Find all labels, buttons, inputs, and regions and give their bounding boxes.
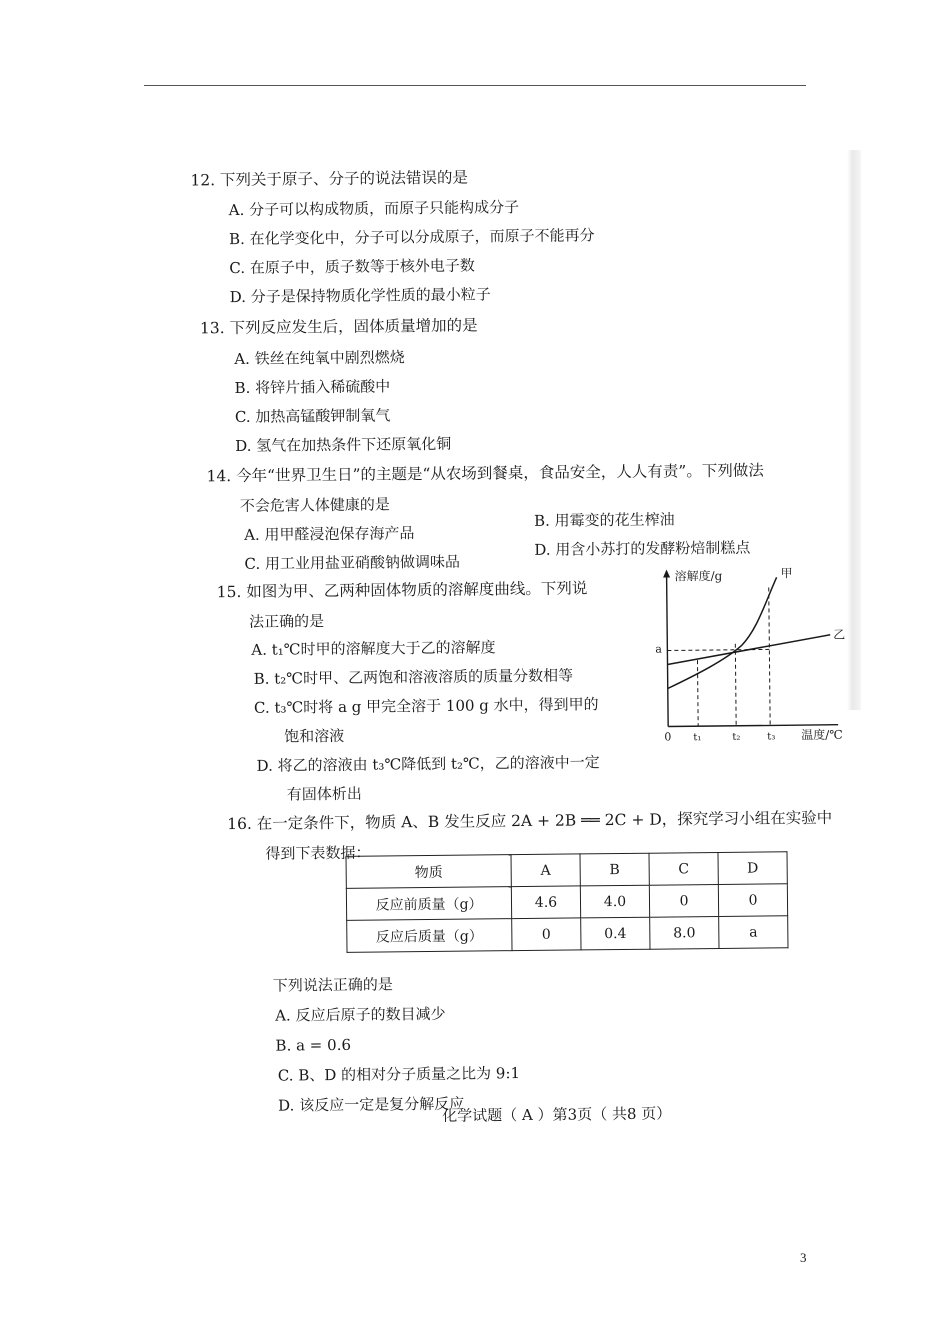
q13-option-b: B. 将锌片插入稀硫酸中 (234, 377, 391, 398)
curve-yi-label: 乙 (833, 627, 846, 642)
q16-option-d: D. 该反应一定是复分解反应 (278, 1094, 465, 1115)
q16-stem-line2: 得到下表数据： (265, 843, 371, 863)
curve-jia (667, 577, 778, 688)
table-cell: 反应前质量（g） (346, 887, 511, 921)
guide-t1-vertical (697, 660, 698, 726)
scanned-exam-page (140, 132, 870, 1139)
q12-option-b: B. 在化学变化中，分子可以分成原子，而原子不能再分 (228, 226, 595, 249)
q15-stem-line2: 法正确的是 (248, 612, 325, 631)
q12-option-d: D. 分子是保持物质化学性质的最小粒子 (229, 285, 491, 307)
table-cell: 8.0 (650, 916, 719, 949)
q15-option-d-line1: D. 将乙的溶液由 t₃℃降低到 t₂℃，乙的溶液中一定 (256, 753, 600, 775)
q15-option-c-line2: 饱和溶液 (284, 726, 345, 746)
q15-option-c-line1: C. t₃℃时将 a g 甲完全溶于 100 g 水中，得到甲的 (253, 695, 599, 717)
table-cell: 反应后质量（g） (347, 919, 512, 953)
q13-option-d: D. 氢气在加热条件下还原氧化铜 (235, 434, 452, 456)
q14-stem-line1: 14. 今年“世界卫生日”的主题是“从农场到餐桌，食品安全，人人有责”。下列做法 (206, 461, 764, 486)
x-tick-t2: t₂ (732, 731, 741, 743)
q15-option-a: A. t₁℃时甲的溶解度大于乙的溶解度 (251, 638, 496, 659)
page-footer: 化学试题（ A ）第3页（ 共8 页） (442, 1104, 672, 1125)
guide-t2-vertical (735, 644, 736, 726)
q12-stem: 12. 下列关于原子、分子的说法错误的是 (190, 168, 469, 190)
table-header-cell: 物质 (346, 855, 511, 889)
x-tick-t3: t₃ (767, 731, 776, 743)
q15-option-d-line2: 有固体析出 (286, 784, 362, 804)
table-header-cell: A (511, 854, 580, 887)
q13-option-c: C. 加热高锰酸钾制氧气 (234, 406, 391, 427)
q14-stem-line2: 不会危害人体健康的是 (239, 495, 390, 515)
table-cell: 4.6 (511, 886, 580, 919)
q16-option-a: A. 反应后原子的数目减少 (275, 1004, 446, 1025)
y-axis-label: 溶解度/g (674, 568, 723, 584)
table-cell: 0 (512, 918, 581, 951)
q14-option-b: B. 用霉变的花生榨油 (533, 510, 675, 530)
q16-option-b: B. a = 0.6 (275, 1035, 352, 1055)
y-tick-a: a (655, 642, 662, 656)
table-row (346, 884, 787, 921)
curve-yi (667, 635, 830, 665)
q16-stem-line1: 16. 在一定条件下，物质 A、B 发生反应 2A + 2B ══ 2C + D，探究学习小组在实验中 (227, 808, 833, 834)
table-cell: 0.4 (581, 917, 650, 950)
x-axis (668, 725, 838, 727)
y-axis-arrow (663, 569, 670, 577)
data-table (346, 851, 789, 953)
origin-label: 0 (664, 730, 672, 744)
guide-a-horizontal (667, 649, 769, 650)
table-cell: 4.0 (580, 885, 649, 918)
table-header-cell: C (649, 852, 718, 885)
guide-t3-vertical (769, 587, 770, 725)
q15-option-b: B. t₂℃时甲、乙两饱和溶液溶质的质量分数相等 (253, 666, 574, 688)
x-axis-label: 温度/℃ (801, 727, 843, 743)
curve-jia-label: 甲 (780, 566, 793, 581)
table-header-cell: D (718, 852, 787, 885)
page-number: 3 (800, 1250, 807, 1265)
q14-option-c: C. 用工业用盐亚硝酸钠做调味品 (244, 552, 461, 573)
solubility-graph (644, 562, 861, 744)
q14-option-a: A. 用甲醛浸泡保存海产品 (244, 524, 415, 544)
q16-prompt: 下列说法正确的是 (272, 975, 393, 995)
table-row (347, 916, 788, 953)
table-header-cell: B (580, 853, 649, 886)
table-header-row (346, 852, 787, 889)
table-cell: a (719, 916, 788, 949)
q14-option-d: D. 用含小苏打的发酵粉焙制糕点 (534, 538, 751, 559)
q15-stem-line1: 15. 如图为甲、乙两种固体物质的溶解度曲线。下列说 (216, 579, 588, 602)
q16-option-c: C. B、D 的相对分子质量之比为 9:1 (277, 1064, 521, 1085)
table-cell: 0 (649, 884, 718, 917)
table-cell: 0 (718, 884, 787, 917)
q12-option-a: A. 分子可以构成物质，而原子只能构成分子 (228, 198, 520, 220)
q12-option-c: C. 在原子中，质子数等于核外电子数 (229, 256, 475, 278)
x-tick-t1: t₁ (693, 732, 702, 744)
q13-option-a: A. 铁丝在纯氧中剧烈燃烧 (234, 348, 405, 369)
q13-stem: 13. 下列反应发生后，固体质量增加的是 (199, 316, 478, 338)
header-rule (144, 85, 806, 86)
